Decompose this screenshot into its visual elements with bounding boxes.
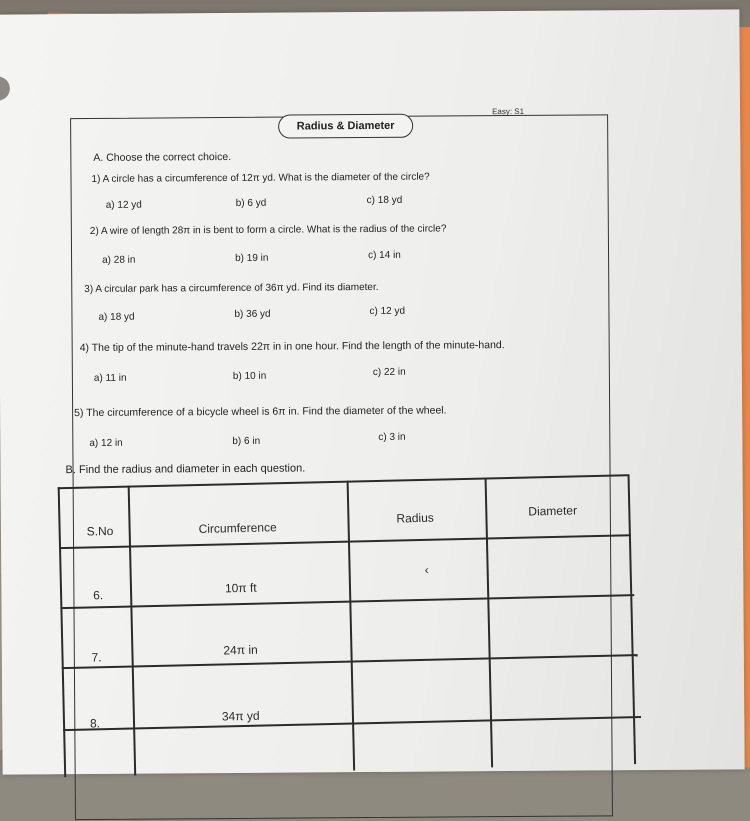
- punch-hole: [0, 77, 10, 101]
- row-7-circumference: 24π in: [223, 642, 258, 658]
- row-8-circumference: 34π yd: [221, 708, 260, 724]
- section-a-heading: A. Choose the correct choice.: [93, 150, 232, 164]
- q3-option-c: c) 12 yd: [369, 305, 406, 318]
- q5-option-c: c) 3 in: [378, 431, 406, 443]
- q5-option-a: a) 12 in: [89, 437, 123, 449]
- difficulty-level: Easy: S1: [492, 106, 525, 117]
- worksheet-paper: [0, 9, 745, 774]
- answer-table: [58, 474, 644, 777]
- question-1: 1) A circle has a circumference of 12π yd. What is the diameter of the circle?: [91, 171, 430, 185]
- q1-option-b: b) 6 yd: [235, 197, 267, 209]
- row-6-circumference: 10π ft: [224, 580, 257, 596]
- header-circumference: Circumference: [198, 520, 277, 537]
- q4-option-b: b) 10 in: [232, 370, 267, 382]
- q1-option-a: a) 12 yd: [105, 199, 142, 211]
- q2-option-c: c) 14 in: [368, 249, 401, 262]
- q2-option-b: b) 19 in: [235, 252, 269, 264]
- q3-option-b: b) 36 yd: [234, 308, 271, 320]
- q4-option-a: a) 11 in: [93, 372, 127, 384]
- header-diameter: Diameter: [528, 503, 578, 519]
- section-b-heading: B. Find the radius and diameter in each question.: [65, 462, 306, 477]
- row-6-radius-mark: ‹: [424, 562, 429, 577]
- question-3: 3) A circular park has a circumference of 36π yd. Find its diameter.: [84, 281, 379, 295]
- q4-option-c: c) 22 in: [372, 366, 406, 378]
- row-6-sno: 6.: [92, 588, 104, 603]
- header-sno: S.No: [86, 523, 114, 539]
- row-8-sno: 8.: [89, 716, 101, 731]
- worksheet-title: Radius & Diameter: [278, 114, 413, 139]
- q2-option-a: a) 28 in: [102, 254, 136, 266]
- header-radius: Radius: [396, 510, 434, 526]
- q1-option-c: c) 18 yd: [366, 194, 403, 207]
- q3-option-a: a) 18 yd: [98, 311, 135, 323]
- question-4: 4) The tip of the minute-hand travels 22π in in one hour. Find the length of the minute-hand.: [79, 339, 505, 355]
- q5-option-b: b) 6 in: [232, 435, 261, 447]
- row-7-sno: 7.: [91, 650, 102, 665]
- question-5: 5) The circumference of a bicycle wheel is 6π in. Find the diameter of the wheel.: [74, 404, 447, 420]
- question-2: 2) A wire of length 28π in is bent to form a circle. What is the radius of the circle?: [89, 223, 447, 237]
